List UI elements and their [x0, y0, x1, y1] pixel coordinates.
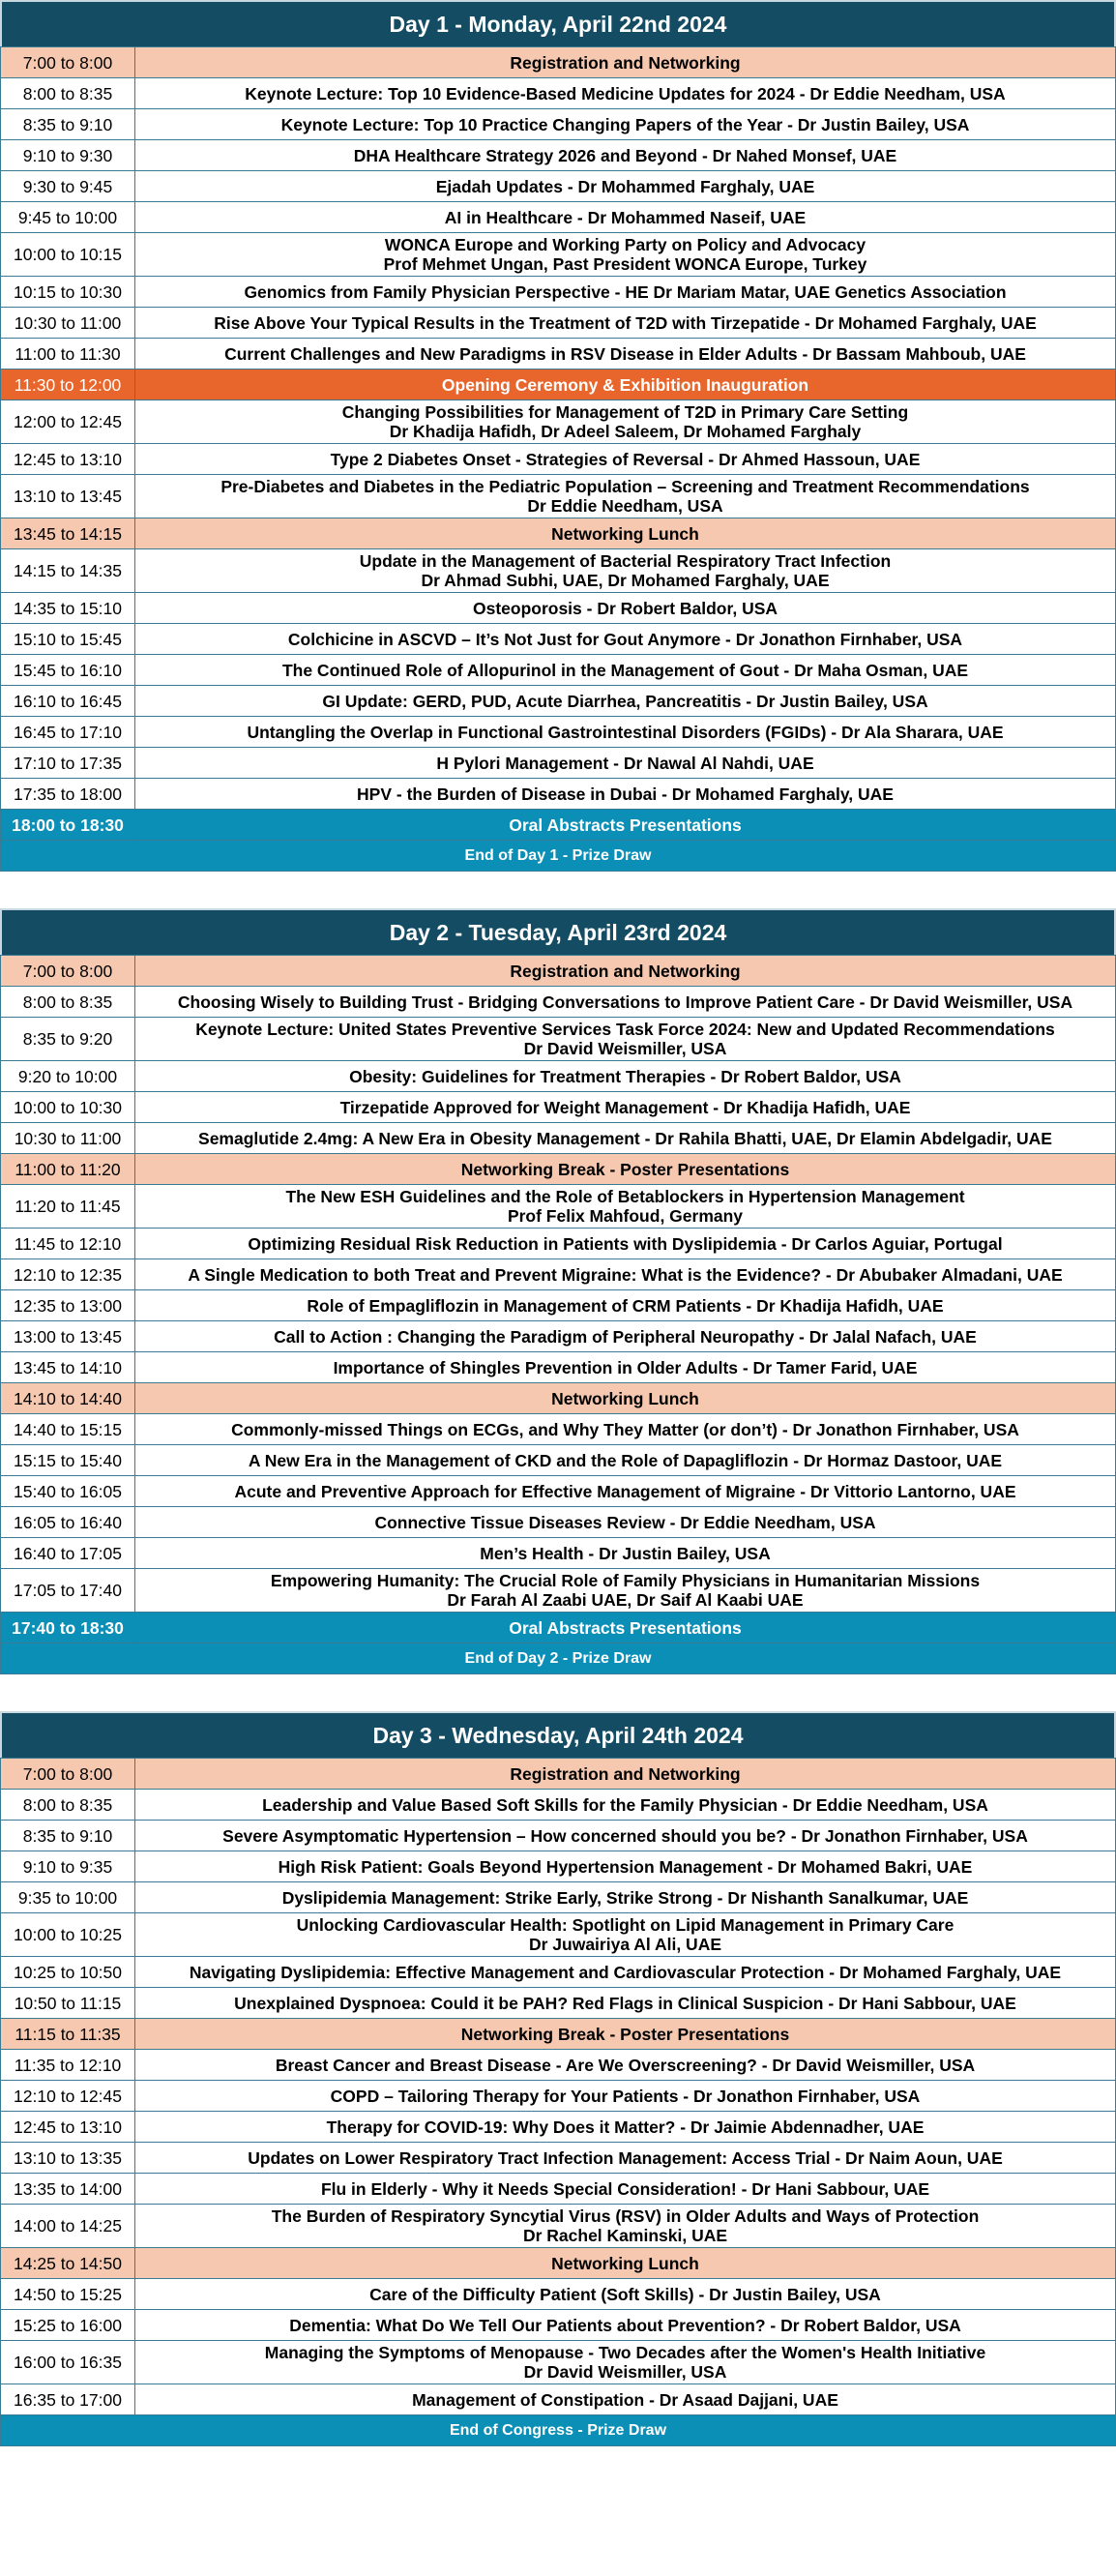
- schedule-row: [1, 1414, 1116, 1445]
- session-cell: [135, 1061, 1116, 1092]
- session-cell: [135, 1445, 1116, 1476]
- session-cell: [135, 1988, 1116, 2019]
- session-cell: [135, 1821, 1116, 1851]
- session-title: Commonly-missed Things on ECGs, and Why They Matter (or don’t) - Dr Jonathon Firnhaber, USA: [231, 1419, 1019, 1439]
- schedule-row: [1, 779, 1116, 810]
- session-title: Pre-Diabetes and Diabetes in the Pediatric Population – Screening and Treatment Recommendations: [220, 477, 1030, 496]
- session-cell: [135, 400, 1116, 444]
- session-speakers: Dr David Weismiller, USA: [523, 2362, 727, 2382]
- session-title: Choosing Wisely to Building Trust - Bridging Conversations to Improve Patient Care - Dr David Weismiller, USA: [177, 992, 1073, 1012]
- session-title: Keynote Lecture: Top 10 Practice Changing Papers of the Year - Dr Justin Bailey, USA: [280, 114, 970, 134]
- session-title: Opening Ceremony & Exhibition Inauguration: [441, 374, 809, 395]
- time-slot: 15:25 to 16:00: [1, 2310, 135, 2341]
- time-slot: 9:10 to 9:30: [1, 140, 135, 171]
- session-title: Empowering Humanity: The Crucial Role of Family Physicians in Humanitarian Missions: [270, 1571, 981, 1590]
- schedule-row: [1, 2143, 1116, 2174]
- session-title: HPV - the Burden of Disease in Dubai - Dr Mohamed Farghaly, UAE: [357, 784, 894, 804]
- time-slot: 16:45 to 17:10: [1, 717, 135, 748]
- session-title: The New ESH Guidelines and the Role of Betablockers in Hypertension Management: [285, 1187, 965, 1206]
- session-cell: [135, 2279, 1116, 2310]
- time-slot: 15:10 to 15:45: [1, 624, 135, 655]
- session-cell: [135, 1123, 1116, 1154]
- schedule-row: [1, 78, 1116, 109]
- session-cell: [135, 1913, 1116, 1957]
- time-slot: 15:45 to 16:10: [1, 655, 135, 686]
- session-cell: [135, 1957, 1116, 1988]
- schedule-row: [1, 202, 1116, 233]
- time-slot: 8:35 to 9:10: [1, 1821, 135, 1851]
- time-slot: 13:00 to 13:45: [1, 1321, 135, 1352]
- session-cell: [135, 2310, 1116, 2341]
- session-speakers: Dr Farah Al Zaabi UAE, Dr Saif Al Kaabi UAE: [447, 1590, 804, 1610]
- session-title: Unlocking Cardiovascular Health: Spotlight on Lipid Management in Primary Care: [296, 1915, 954, 1935]
- schedule-row: [1, 2248, 1116, 2279]
- schedule-row: [1, 1185, 1116, 1229]
- time-slot: 11:20 to 11:45: [1, 1185, 135, 1229]
- session-cell: [135, 1229, 1116, 1259]
- session-title: Updates on Lower Respiratory Tract Infection Management: Access Trial - Dr Naim Aoun, UAE: [248, 2147, 1003, 2168]
- time-slot: 17:35 to 18:00: [1, 779, 135, 810]
- schedule-row: [1, 655, 1116, 686]
- session-cell: [135, 1851, 1116, 1882]
- session-title: Connective Tissue Diseases Review - Dr Eddie Needham, USA: [374, 1512, 876, 1532]
- session-title: Men’s Health - Dr Justin Bailey, USA: [480, 1543, 771, 1563]
- schedule-row: [1, 370, 1116, 400]
- time-slot: 12:10 to 12:45: [1, 2081, 135, 2112]
- session-cell: [135, 686, 1116, 717]
- session-title: Care of the Difficulty Patient (Soft Skills) - Dr Justin Bailey, USA: [369, 2284, 881, 2304]
- time-slot: 9:45 to 10:00: [1, 202, 135, 233]
- session-title: Importance of Shingles Prevention in Older Adults - Dr Tamer Farid, UAE: [333, 1357, 918, 1377]
- session-title: Genomics from Family Physician Perspective - HE Dr Mariam Matar, UAE Genetics Association: [244, 281, 1007, 302]
- time-slot: 14:50 to 15:25: [1, 2279, 135, 2310]
- schedule-row: [1, 624, 1116, 655]
- time-slot: 16:35 to 17:00: [1, 2384, 135, 2415]
- time-slot: 9:35 to 10:00: [1, 1882, 135, 1913]
- schedule-table: [0, 46, 1116, 841]
- session-title: A Single Medication to both Treat and Prevent Migraine: What is the Evidence? - Dr Abubaker Almadani, UAE: [188, 1264, 1063, 1285]
- time-slot: 13:35 to 14:00: [1, 2174, 135, 2205]
- schedule-row: [1, 593, 1116, 624]
- time-slot: 12:35 to 13:00: [1, 1290, 135, 1321]
- session-title: Networking Lunch: [551, 523, 699, 544]
- session-title: Managing the Symptoms of Menopause - Two Decades after the Women's Health Initiative: [264, 2343, 986, 2362]
- schedule-row: [1, 1018, 1116, 1061]
- session-cell: [135, 1154, 1116, 1185]
- session-cell: [135, 444, 1116, 475]
- session-title: Dementia: What Do We Tell Our Patients about Prevention? - Dr Robert Baldor, USA: [289, 2315, 961, 2335]
- session-cell: [135, 233, 1116, 277]
- session-cell: [135, 370, 1116, 400]
- session-speakers: Prof Felix Mahfoud, Germany: [507, 1206, 744, 1226]
- schedule-row: [1, 400, 1116, 444]
- session-cell: [135, 987, 1116, 1018]
- schedule-row: [1, 475, 1116, 518]
- time-slot: 16:40 to 17:05: [1, 1538, 135, 1569]
- session-cell: [135, 1321, 1116, 1352]
- time-slot: 12:10 to 12:35: [1, 1259, 135, 1290]
- session-cell: [135, 140, 1116, 171]
- session-cell: [135, 78, 1116, 109]
- schedule-row: [1, 47, 1116, 78]
- time-slot: 16:05 to 16:40: [1, 1507, 135, 1538]
- session-cell: [135, 1185, 1116, 1229]
- schedule-row: [1, 1229, 1116, 1259]
- time-slot: 14:00 to 14:25: [1, 2205, 135, 2248]
- session-cell: [135, 475, 1116, 518]
- session-cell: [135, 308, 1116, 339]
- time-slot: 14:35 to 15:10: [1, 593, 135, 624]
- session-cell: [135, 47, 1116, 78]
- time-slot: 13:10 to 13:45: [1, 475, 135, 518]
- schedule-row: [1, 2019, 1116, 2050]
- session-title: Acute and Preventive Approach for Effective Management of Migraine - Dr Vittorio Lantorno, UAE: [234, 1481, 1016, 1501]
- session-cell: [135, 956, 1116, 987]
- session-title: Unexplained Dyspnoea: Could it be PAH? Red Flags in Clinical Suspicion - Dr Hani Sabbour, UAE: [234, 1993, 1016, 2013]
- session-cell: [135, 109, 1116, 140]
- time-slot: 7:00 to 8:00: [1, 47, 135, 78]
- session-title: Untangling the Overlap in Functional Gastrointestinal Disorders (FGIDs) - Dr Ala Sharara, UAE: [247, 722, 1004, 742]
- session-title: Oral Abstracts Presentations: [509, 1617, 742, 1638]
- session-speakers: Dr David Weismiller, USA: [523, 1039, 727, 1058]
- time-slot: 14:25 to 14:50: [1, 2248, 135, 2279]
- time-slot: 15:40 to 16:05: [1, 1476, 135, 1507]
- time-slot: 11:45 to 12:10: [1, 1229, 135, 1259]
- session-title: Severe Asymptomatic Hypertension – How concerned should you be? - Dr Jonathon Firnhaber, USA: [222, 1825, 1028, 1846]
- schedule-row: [1, 1321, 1116, 1352]
- schedule-row: [1, 1061, 1116, 1092]
- time-slot: 11:15 to 11:35: [1, 2019, 135, 2050]
- session-cell: [135, 2248, 1116, 2279]
- session-title: GI Update: GERD, PUD, Acute Diarrhea, Pancreatitis - Dr Justin Bailey, USA: [322, 691, 928, 711]
- session-title: Changing Possibilities for Management of T2D in Primary Care Setting: [341, 402, 909, 422]
- session-title: Semaglutide 2.4mg: A New Era in Obesity Management - Dr Rahila Bhatti, UAE, Dr Elamin Abdelgadir, UAE: [198, 1128, 1052, 1148]
- time-slot: 10:25 to 10:50: [1, 1957, 135, 1988]
- session-cell: [135, 1569, 1116, 1613]
- day-title: Day 3 - Wednesday, April 24th 2024: [0, 1711, 1116, 1758]
- session-cell: [135, 2174, 1116, 2205]
- session-cell: [135, 1790, 1116, 1821]
- time-slot: 10:00 to 10:30: [1, 1092, 135, 1123]
- schedule-row: [1, 1913, 1116, 1957]
- session-cell: [135, 2384, 1116, 2415]
- session-speakers: Dr Rachel Kaminski, UAE: [522, 2226, 728, 2245]
- section-gap: [0, 1674, 1116, 1711]
- time-slot: 10:00 to 10:25: [1, 1913, 135, 1957]
- schedule-row: [1, 686, 1116, 717]
- schedule-row: [1, 233, 1116, 277]
- time-slot: 8:35 to 9:10: [1, 109, 135, 140]
- session-cell: [135, 202, 1116, 233]
- session-cell: [135, 1613, 1116, 1643]
- schedule-row: [1, 2174, 1116, 2205]
- session-title: Leadership and Value Based Soft Skills for the Family Physician - Dr Eddie Needham, USA: [262, 1794, 988, 1815]
- schedule-row: [1, 1851, 1116, 1882]
- schedule-row: [1, 1259, 1116, 1290]
- time-slot: 14:15 to 14:35: [1, 549, 135, 593]
- session-cell: [135, 810, 1116, 841]
- time-slot: 14:40 to 15:15: [1, 1414, 135, 1445]
- schedule-row: [1, 1882, 1116, 1913]
- time-slot: 10:30 to 11:00: [1, 308, 135, 339]
- schedule-row: [1, 2310, 1116, 2341]
- session-title: The Burden of Respiratory Syncytial Virus (RSV) in Older Adults and Ways of Protection: [271, 2206, 980, 2226]
- session-cell: [135, 2050, 1116, 2081]
- session-cell: [135, 1507, 1116, 1538]
- section-gap: [0, 872, 1116, 908]
- time-slot: 8:00 to 8:35: [1, 78, 135, 109]
- schedule-row: [1, 518, 1116, 549]
- session-speakers: Prof Mehmet Ungan, Past President WONCA Europe, Turkey: [383, 254, 867, 274]
- session-title: Osteoporosis - Dr Robert Baldor, USA: [472, 598, 778, 618]
- time-slot: 18:00 to 18:30: [1, 810, 135, 841]
- day-title: Day 1 - Monday, April 22nd 2024: [0, 0, 1116, 46]
- schedule-row: [1, 109, 1116, 140]
- schedule-row: [1, 810, 1116, 841]
- session-title: Navigating Dyslipidemia: Effective Management and Cardiovascular Protection - Dr Mohamed Farghaly, UAE: [189, 1962, 1062, 1982]
- schedule-row: [1, 1445, 1116, 1476]
- session-cell: [135, 624, 1116, 655]
- schedule-row: [1, 2081, 1116, 2112]
- schedule-row: [1, 1759, 1116, 1790]
- session-title: Flu in Elderly - Why it Needs Special Consideration! - Dr Hani Sabbour, UAE: [320, 2178, 930, 2199]
- session-title: Colchicine in ASCVD – It’s Not Just for Gout Anymore - Dr Jonathon Firnhaber, USA: [287, 629, 963, 649]
- time-slot: 8:00 to 8:35: [1, 987, 135, 1018]
- session-cell: [135, 2143, 1116, 2174]
- time-slot: 7:00 to 8:00: [1, 1759, 135, 1790]
- session-cell: [135, 1538, 1116, 1569]
- time-slot: 12:45 to 13:10: [1, 2112, 135, 2143]
- session-title: Therapy for COVID-19: Why Does it Matter? - Dr Jaimie Abdennadher, UAE: [326, 2117, 925, 2137]
- time-slot: 8:00 to 8:35: [1, 1790, 135, 1821]
- session-title: Keynote Lecture: Top 10 Evidence-Based Medicine Updates for 2024 - Dr Eddie Needham, USA: [245, 83, 1006, 104]
- time-slot: 13:45 to 14:10: [1, 1352, 135, 1383]
- session-cell: [135, 1476, 1116, 1507]
- time-slot: 8:35 to 9:20: [1, 1018, 135, 1061]
- schedule-row: [1, 2341, 1116, 2384]
- session-title: Update in the Management of Bacterial Respiratory Tract Infection: [359, 551, 892, 571]
- session-title: Registration and Networking: [510, 52, 741, 73]
- session-title: WONCA Europe and Working Party on Policy and Advocacy: [384, 235, 866, 254]
- session-title: Optimizing Residual Risk Reduction in Patients with Dyslipidemia - Dr Carlos Aguiar, Portugal: [248, 1233, 1003, 1254]
- session-title: Keynote Lecture: United States Preventive Services Task Force 2024: New and Updated Recommendations: [195, 1020, 1055, 1039]
- day-footer: End of Day 2 - Prize Draw: [0, 1643, 1116, 1674]
- time-slot: 17:05 to 17:40: [1, 1569, 135, 1613]
- time-slot: 13:10 to 13:35: [1, 2143, 135, 2174]
- schedule-row: [1, 748, 1116, 779]
- time-slot: 11:00 to 11:20: [1, 1154, 135, 1185]
- session-cell: [135, 1882, 1116, 1913]
- session-cell: [135, 1759, 1116, 1790]
- schedule-row: [1, 2205, 1116, 2248]
- session-title: COPD – Tailoring Therapy for Your Patients - Dr Jonathon Firnhaber, USA: [330, 2086, 921, 2106]
- session-title: DHA Healthcare Strategy 2026 and Beyond - Dr Nahed Monsef, UAE: [353, 145, 897, 165]
- time-slot: 9:30 to 9:45: [1, 171, 135, 202]
- schedule-row: [1, 1507, 1116, 1538]
- time-slot: 9:10 to 9:35: [1, 1851, 135, 1882]
- schedule-row: [1, 987, 1116, 1018]
- schedule-row: [1, 1790, 1116, 1821]
- session-cell: [135, 2205, 1116, 2248]
- schedule-row: [1, 2050, 1116, 2081]
- day-title: Day 2 - Tuesday, April 23rd 2024: [0, 908, 1116, 955]
- session-title: The Continued Role of Allopurinol in the Management of Gout - Dr Maha Osman, UAE: [281, 660, 969, 680]
- schedule-row: [1, 1290, 1116, 1321]
- session-title: Dyslipidemia Management: Strike Early, Strike Strong - Dr Nishanth Sanalkumar, UAE: [281, 1887, 969, 1908]
- time-slot: 16:00 to 16:35: [1, 2341, 135, 2384]
- time-slot: 10:00 to 10:15: [1, 233, 135, 277]
- session-cell: [135, 655, 1116, 686]
- session-cell: [135, 518, 1116, 549]
- session-title: Networking Lunch: [551, 1388, 699, 1408]
- schedule-row: [1, 171, 1116, 202]
- schedule-row: [1, 444, 1116, 475]
- schedule-row: [1, 1476, 1116, 1507]
- schedule-row: [1, 1821, 1116, 1851]
- session-cell: [135, 1018, 1116, 1061]
- session-cell: [135, 171, 1116, 202]
- schedule-row: [1, 1538, 1116, 1569]
- time-slot: 12:00 to 12:45: [1, 400, 135, 444]
- session-title: High Risk Patient: Goals Beyond Hypertension Management - Dr Mohamed Bakri, UAE: [278, 1856, 973, 1877]
- session-cell: [135, 1352, 1116, 1383]
- session-title: Networking Lunch: [551, 2253, 699, 2273]
- session-title: A New Era in the Management of CKD and the Role of Dapagliflozin - Dr Hormaz Dastoor, UAE: [248, 1450, 1003, 1470]
- schedule-row: [1, 1988, 1116, 2019]
- schedule-row: [1, 1383, 1116, 1414]
- schedule-row: [1, 1569, 1116, 1613]
- session-speakers: Dr Eddie Needham, USA: [527, 496, 723, 516]
- session-title: Registration and Networking: [510, 961, 741, 981]
- session-title: H Pylori Management - Dr Nawal Al Nahdi, UAE: [436, 753, 814, 773]
- session-title: Call to Action : Changing the Paradigm of Peripheral Neuropathy - Dr Jalal Nafach, UAE: [274, 1326, 977, 1347]
- session-cell: [135, 1290, 1116, 1321]
- session-cell: [135, 1414, 1116, 1445]
- schedule-row: [1, 2279, 1116, 2310]
- session-cell: [135, 339, 1116, 370]
- session-cell: [135, 593, 1116, 624]
- schedule-table: [0, 1758, 1116, 2415]
- schedule-row: [1, 1352, 1116, 1383]
- schedule-row: [1, 308, 1116, 339]
- time-slot: 9:20 to 10:00: [1, 1061, 135, 1092]
- schedule-row: [1, 1613, 1116, 1643]
- time-slot: 14:10 to 14:40: [1, 1383, 135, 1414]
- session-cell: [135, 2341, 1116, 2384]
- session-title: Tirzepatide Approved for Weight Management - Dr Khadija Hafidh, UAE: [339, 1097, 911, 1117]
- session-title: Networking Break - Poster Presentations: [460, 1159, 790, 1179]
- schedule-row: [1, 1092, 1116, 1123]
- session-title: Breast Cancer and Breast Disease - Are We Overscreening? - Dr David Weismiller, USA: [275, 2055, 976, 2075]
- day-footer: End of Congress - Prize Draw: [0, 2415, 1116, 2446]
- session-title: Registration and Networking: [510, 1763, 741, 1784]
- session-cell: [135, 549, 1116, 593]
- time-slot: 7:00 to 8:00: [1, 956, 135, 987]
- time-slot: 16:10 to 16:45: [1, 686, 135, 717]
- session-cell: [135, 2019, 1116, 2050]
- schedule-row: [1, 140, 1116, 171]
- day-footer: End of Day 1 - Prize Draw: [0, 841, 1116, 872]
- time-slot: 17:40 to 18:30: [1, 1613, 135, 1643]
- time-slot: 10:15 to 10:30: [1, 277, 135, 308]
- session-title: Current Challenges and New Paradigms in RSV Disease in Elder Adults - Dr Bassam Mahboub, UAE: [224, 343, 1026, 364]
- schedule-row: [1, 277, 1116, 308]
- time-slot: 13:45 to 14:15: [1, 518, 135, 549]
- time-slot: 17:10 to 17:35: [1, 748, 135, 779]
- session-cell: [135, 1383, 1116, 1414]
- time-slot: 11:30 to 12:00: [1, 370, 135, 400]
- session-cell: [135, 1092, 1116, 1123]
- time-slot: 10:30 to 11:00: [1, 1123, 135, 1154]
- schedule-row: [1, 549, 1116, 593]
- schedule-row: [1, 717, 1116, 748]
- day-section: [0, 908, 1116, 1674]
- session-title: AI in Healthcare - Dr Mohammed Naseif, UAE: [444, 207, 807, 227]
- schedule-row: [1, 1123, 1116, 1154]
- session-cell: [135, 748, 1116, 779]
- day-section: [0, 1711, 1116, 2446]
- time-slot: 12:45 to 13:10: [1, 444, 135, 475]
- session-speakers: Dr Khadija Hafidh, Dr Adeel Saleem, Dr Mohamed Farghaly: [389, 422, 862, 441]
- schedule-row: [1, 956, 1116, 987]
- session-cell: [135, 2112, 1116, 2143]
- session-title: Ejadah Updates - Dr Mohammed Farghaly, UAE: [435, 176, 815, 196]
- session-cell: [135, 2081, 1116, 2112]
- time-slot: 11:00 to 11:30: [1, 339, 135, 370]
- session-speakers: Dr Juwairiya Al Ali, UAE: [528, 1935, 722, 1954]
- session-cell: [135, 779, 1116, 810]
- session-cell: [135, 277, 1116, 308]
- schedule-row: [1, 2112, 1116, 2143]
- session-title: Rise Above Your Typical Results in the Treatment of T2D with Tirzepatide - Dr Mohamed Farghaly, UAE: [214, 312, 1037, 333]
- time-slot: 10:50 to 11:15: [1, 1988, 135, 2019]
- schedule-row: [1, 2384, 1116, 2415]
- day-section: [0, 0, 1116, 872]
- schedule-table: [0, 955, 1116, 1643]
- session-cell: [135, 717, 1116, 748]
- session-title: Obesity: Guidelines for Treatment Therapies - Dr Robert Baldor, USA: [349, 1066, 901, 1086]
- time-slot: 11:35 to 12:10: [1, 2050, 135, 2081]
- time-slot: 15:15 to 15:40: [1, 1445, 135, 1476]
- schedule-row: [1, 1154, 1116, 1185]
- session-title: Type 2 Diabetes Onset - Strategies of Reversal - Dr Ahmed Hassoun, UAE: [330, 449, 921, 469]
- session-title: Oral Abstracts Presentations: [509, 814, 742, 835]
- session-cell: [135, 1259, 1116, 1290]
- schedule-row: [1, 339, 1116, 370]
- schedule-row: [1, 1957, 1116, 1988]
- session-title: Management of Constipation - Dr Asaad Dajjani, UAE: [412, 2389, 838, 2410]
- session-title: Role of Empagliflozin in Management of CRM Patients - Dr Khadija Hafidh, UAE: [307, 1295, 944, 1316]
- session-speakers: Dr Ahmad Subhi, UAE, Dr Mohamed Farghaly, UAE: [421, 571, 830, 590]
- session-title: Networking Break - Poster Presentations: [460, 2024, 790, 2044]
